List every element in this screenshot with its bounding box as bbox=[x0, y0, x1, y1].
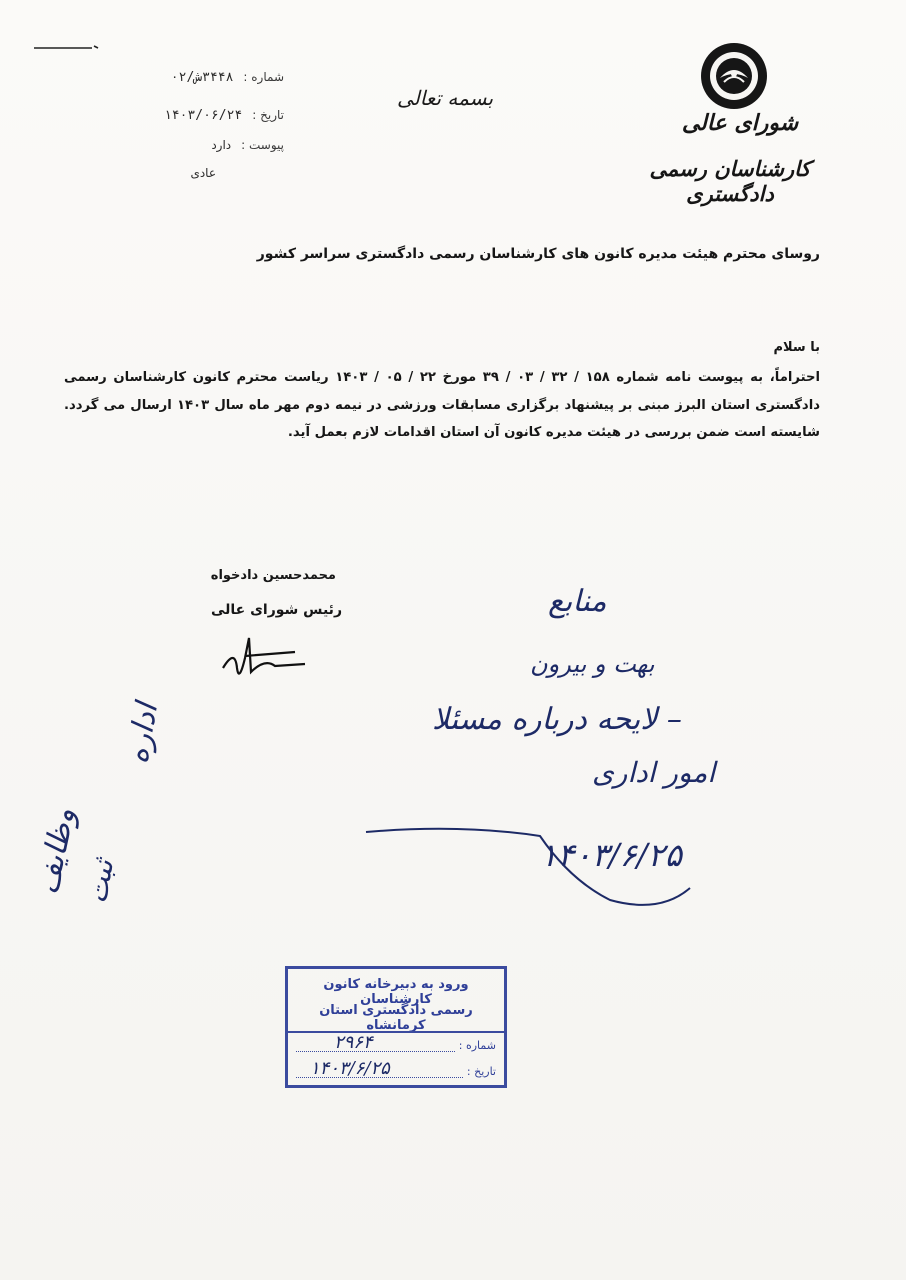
signatory-title: رئیس شورای عالی bbox=[210, 602, 342, 618]
handwritten-note-4: امور اداری bbox=[592, 756, 716, 789]
attachment-label: پیوست : bbox=[241, 138, 284, 152]
stamp-number-line bbox=[296, 1032, 455, 1053]
left-note-2: ثبت bbox=[80, 856, 121, 906]
stamp-date-label: تاریخ : bbox=[466, 1065, 496, 1078]
handwritten-note-2: بهت و بیرون bbox=[530, 650, 655, 678]
letter-date bbox=[164, 108, 284, 123]
letter-body: احتراماً، به پیوست نامه شماره ۱۵۸ / ۳۲ / ۰۳ / ۳۹ مورخ ۲۲ / ۰۵ / ۱۴۰۳ ریاست محترم کانون کارشناسان رسمی دادگستری استان البرز مبنی بر پیشنهاد برگزاری مسابقات ورزشی در نیمه دوم مهر ماه سال ۱۴۰۳ ارسال می گردد. شایسته است ضمن بررسی در هیئت مدیره کانون آن استان اقدامات لازم بعمل آید. bbox=[64, 370, 821, 440]
letter-greeting: با سلام bbox=[773, 340, 820, 355]
stamp-divider bbox=[288, 1031, 504, 1033]
date-label: تاریخ : bbox=[252, 108, 284, 122]
handwritten-note-1: منابع bbox=[548, 584, 607, 619]
attachment-value: دارد bbox=[211, 138, 232, 152]
letter-recipient: روسای محترم هیئت مدیره کانون های کارشناسان رسمی دادگستری سراسر کشور bbox=[256, 246, 820, 262]
stamp-number-field bbox=[296, 1032, 496, 1053]
org-name-line2: کارشناسان رسمی دادگستری bbox=[649, 156, 811, 206]
left-note-3: وظایف bbox=[30, 804, 83, 898]
stamp-line-2: رسمی دادگستری استان کرمانشاه bbox=[319, 1003, 473, 1033]
org-name-line1: شورای عالی bbox=[681, 110, 799, 136]
handwritten-date: ۱۴۰۳/۶/۲۵ bbox=[540, 836, 682, 874]
classification-value: عادی bbox=[190, 166, 216, 180]
number-value: ۳۴۴۸ش/۰۲ bbox=[170, 70, 234, 85]
bismillah-heading: بسمه تعالی bbox=[396, 86, 494, 110]
handwritten-underline bbox=[360, 810, 710, 920]
stamp-number-value: ۲۹۶۴ bbox=[334, 1032, 373, 1053]
stamp-line-1: ورود به دبیرخانه کانون کارشناسان bbox=[323, 977, 469, 1007]
stamp-date-value: ۱۴۰۳/۶/۲۵ bbox=[310, 1058, 390, 1079]
handwritten-note-3: – لایحه درباره مسئلا bbox=[432, 702, 682, 737]
date-value: ۱۴۰۳/۰۶/۲۴ bbox=[163, 108, 243, 123]
pen-mark bbox=[30, 36, 100, 56]
signature-scribble bbox=[205, 628, 325, 688]
stamp-number-label: شماره : bbox=[458, 1039, 496, 1052]
letter-classification bbox=[190, 166, 216, 180]
council-logo-icon bbox=[698, 40, 770, 112]
signatory-name: محمدحسین دادخواه bbox=[210, 568, 336, 583]
left-note-1: اداره bbox=[120, 700, 165, 767]
registry-stamp bbox=[285, 966, 507, 1088]
stamp-date-line bbox=[296, 1058, 463, 1079]
letter-attachment bbox=[211, 138, 284, 152]
number-label: شماره : bbox=[243, 70, 284, 84]
letter-number bbox=[171, 70, 284, 85]
stamp-date-field bbox=[296, 1058, 496, 1079]
